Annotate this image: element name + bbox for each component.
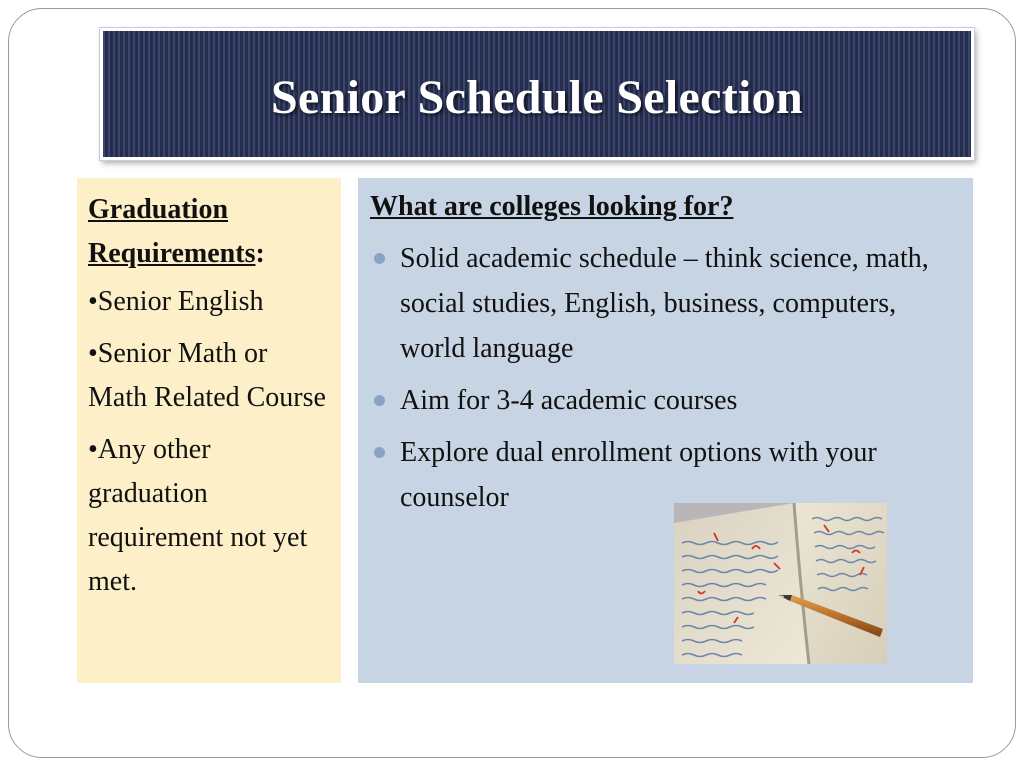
colleges-bullet-text: Explore dual enrollment options with your counselor bbox=[400, 437, 877, 513]
notebook-pen-icon bbox=[674, 503, 887, 664]
colleges-bullet-text: Solid academic schedule – think science, math, social studies, English, business, computers, world language bbox=[400, 243, 929, 364]
bullet-dot-icon bbox=[374, 395, 385, 406]
graduation-requirements-heading bbox=[88, 188, 331, 276]
requirement-item: •Senior English bbox=[88, 286, 264, 317]
bullet-dot-icon bbox=[374, 447, 385, 458]
colleges-heading: What are colleges looking for? bbox=[370, 191, 734, 222]
bullet-dot-icon bbox=[374, 253, 385, 264]
colleges-bullet-text: Aim for 3-4 academic courses bbox=[400, 385, 738, 416]
requirement-item: •Senior Math or Math Related Course bbox=[88, 338, 326, 413]
colleges-bullet-item bbox=[370, 236, 957, 371]
slide-title: Senior Schedule Selection bbox=[271, 70, 803, 124]
graduation-requirements-panel bbox=[77, 178, 341, 683]
heading-colon: : bbox=[255, 238, 265, 269]
graduation-requirements-heading-text: Graduation Requirements bbox=[88, 194, 256, 269]
colleges-bullet-list bbox=[370, 236, 957, 520]
requirement-item: •Any other graduation requirement not yet met. bbox=[88, 434, 308, 597]
notebook-pen-photo bbox=[674, 503, 887, 664]
colleges-bullet-item bbox=[370, 378, 957, 423]
title-banner bbox=[100, 28, 974, 160]
